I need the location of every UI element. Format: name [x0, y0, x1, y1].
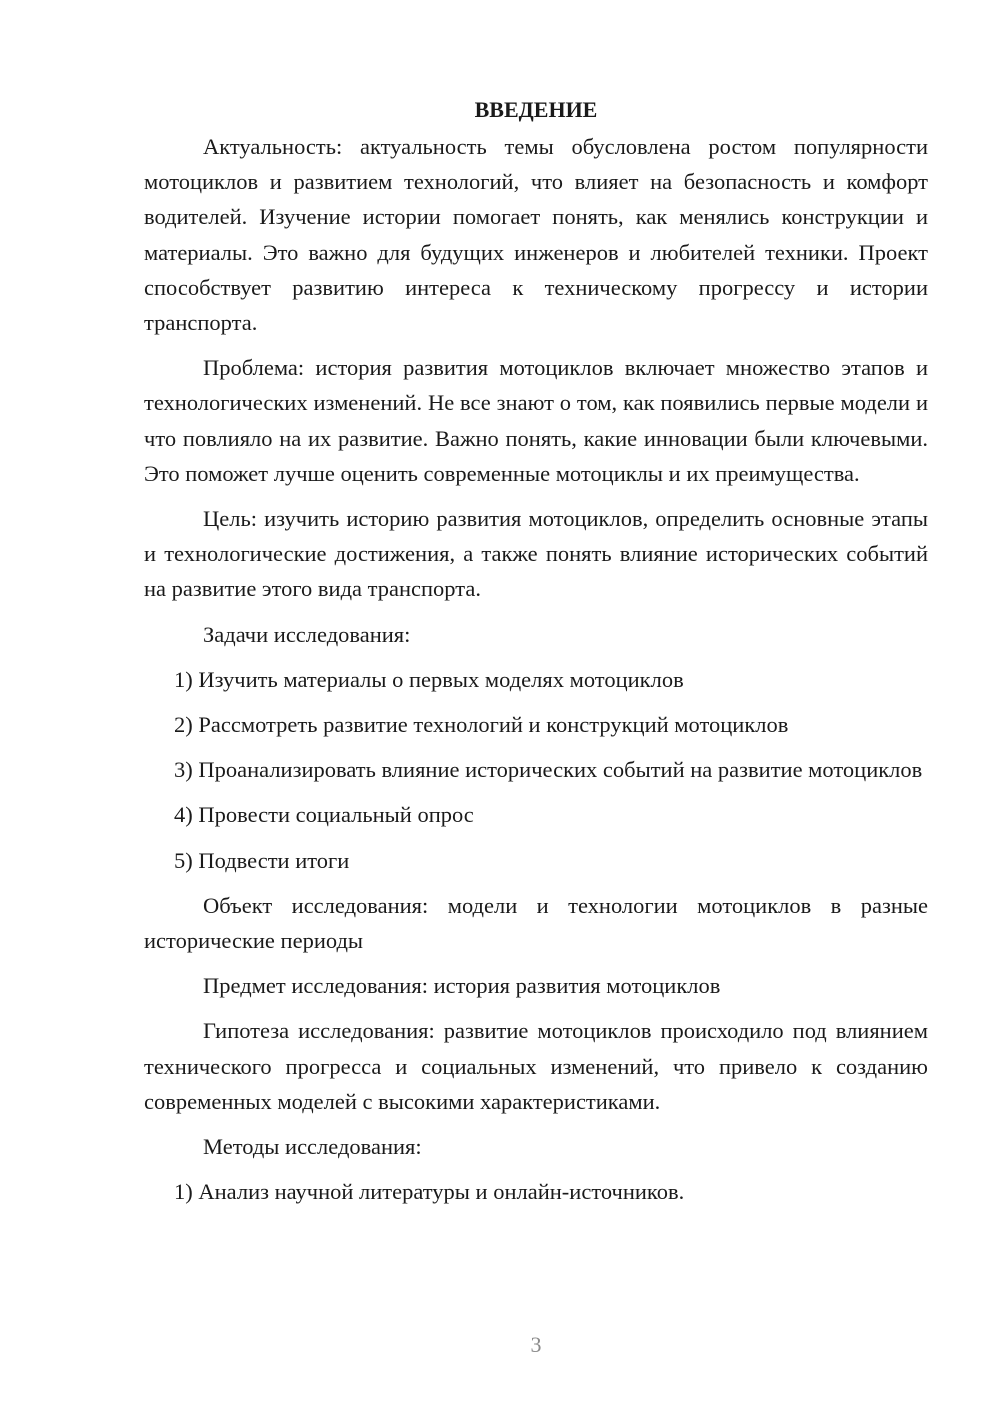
method-item: 1) Анализ научной литературы и онлайн-источников. [174, 1179, 685, 1205]
section-title: ВВЕДЕНИЕ [474, 97, 598, 122]
relevance-paragraph: Актуальность: актуальность темы обусловлена ростом популярности мотоциклов и развитием технологий, что влияет на безопасность и комфорт водителей. Изучение истории помогает понять, как менялись конструкции и материалы. Это важно для будущих инженеров и любителей техники. Проект способствует развитию интереса к техническому прогрессу и истории транспорта. [144, 134, 928, 336]
methods-heading: Методы исследования: [203, 1134, 422, 1160]
task-item: 1) Изучить материалы о первых моделях мотоциклов [174, 666, 684, 692]
object-paragraph: Объект исследования: модели и технологии мотоциклов в разные исторические периоды [144, 892, 928, 954]
problem-paragraph: Проблема: история развития мотоциклов включает множество этапов и технологических изменений. Не все знают о том, как появились первые модели и что повлияло на их развитие. Важно понять, какие инновации были ключевыми. Это поможет лучше оценить современные мотоциклы и их преимущества. [144, 355, 928, 486]
task-item: 2) Рассмотреть развитие технологий и конструкций мотоциклов [174, 712, 789, 738]
task-item: 4) Провести социальный опрос [174, 802, 474, 828]
task-item: 5) Подвести итоги [174, 847, 350, 873]
goal-paragraph: Цель: изучить историю развития мотоциклов, определить основные этапы и технологические достижения, а также понять влияние исторических событий на развитие этого вида транспорта. [144, 506, 928, 602]
hypothesis-paragraph: Гипотеза исследования: развитие мотоциклов происходило под влиянием технического прогресса и социальных изменений, что привело к созданию современных моделей с высокими характеристиками. [144, 1018, 928, 1114]
task-item: 3) Проанализировать влияние исторических событий на развитие мотоциклов [174, 757, 923, 783]
page-number: 3 [530, 1332, 542, 1357]
subject-paragraph: Предмет исследования: история развития мотоциклов [203, 973, 721, 999]
page-content [144, 92, 928, 1209]
tasks-heading: Задачи исследования: [203, 621, 411, 647]
